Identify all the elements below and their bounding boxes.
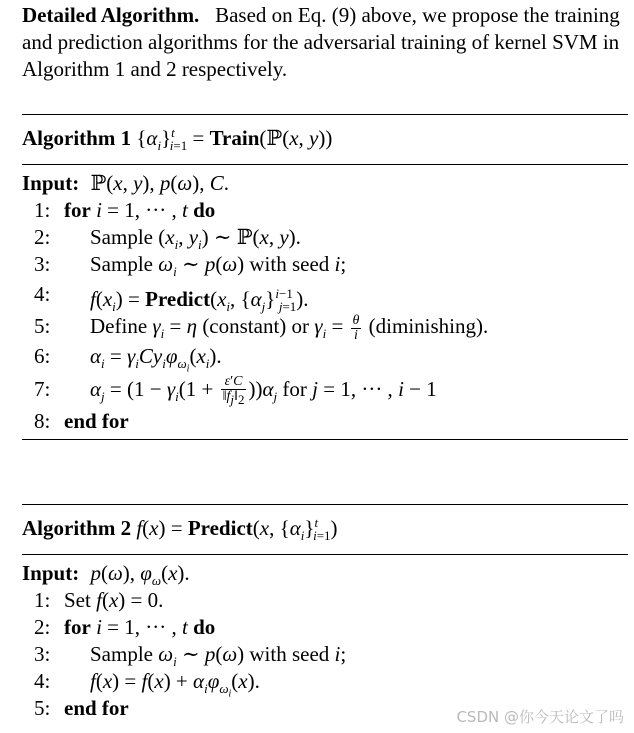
algorithm-2-line: 5: end for — [34, 696, 129, 721]
algorithm-1-line: 5: Define $\gamma_i = \eta$ (constant) or $\gamma_i$ = $\frac{\theta}{i}$ (diminishing). — [34, 312, 489, 343]
algorithm-1-line: 2: Sample ($x_i$, $y_i$) ∼ ℙ(x, y). — [34, 225, 301, 253]
algorithm-2-line: 4: $f(x) = f(x) + \alpha_i\varphi_{\omega_i}(x)$. — [34, 669, 260, 700]
algorithm-2-input-label: Input: — [22, 561, 80, 586]
algorithm-2 — [22, 504, 628, 722]
algorithm-1-line: 8: end for — [34, 409, 129, 434]
intro-paragraph — [22, 2, 626, 83]
algorithm-2-input-math: p(ω), $\varphi_\omega(x)$. — [90, 561, 190, 589]
algorithm-1-line: 6: $\alpha_i = \gamma_iCy_i\varphi_{\omega_i}(x_i)$. — [34, 344, 222, 375]
algorithm-2-line: 2: for i = 1, ··· , t do — [34, 615, 216, 640]
algorithm-1-input-label: Input: — [22, 171, 80, 196]
algorithm-2-label: Algorithm 2 — [22, 516, 132, 540]
algorithm-1-line: 3: Sample $\omega_i$ ∼ p(ω) with seed i; — [34, 252, 347, 280]
algorithm-1-line: 4: $f(x_i)$ = $Predict(x_i$, $\{\alpha_j\}^{i-1}_{j=1}$). — [34, 282, 309, 315]
algorithm-1-label: Algorithm 1 — [22, 126, 132, 150]
algorithm-1-title — [22, 115, 628, 164]
intro-text: Based on Eq. (9) above, we propose the training and prediction algorithms for the adversarial training of kernel SVM in Algorithm 1 and 2 respectively. — [22, 3, 620, 81]
algorithm-2-line: 3: Sample $\omega_i$ ∼ p(ω) with seed i; — [34, 642, 347, 670]
intro-heading: Detailed Algorithm. — [22, 3, 200, 27]
algorithm-2-input — [22, 559, 628, 587]
algorithm-1-line: 1: for i = 1, ··· , t do — [34, 198, 216, 223]
algorithm-1-input — [22, 169, 628, 197]
algorithm-1 — [22, 114, 628, 440]
watermark: CSDN @你今天论文了吗 — [456, 708, 624, 726]
algorithm-1-line: 7: $\alpha_j = (1 - \gamma_i(1$ + $\frac{\varepsilon'C}{‖f_j‖_2}$ ))$\alpha_j$ for j = 1, ··· , i − 1 — [34, 374, 437, 408]
algorithm-2-title — [22, 505, 628, 554]
algorithm-1-title-math: $\{\alpha_i\}^t_{i=1}$ = Train(ℙ(x, y)) — [136, 125, 333, 154]
algorithm-2-title-math: f(x) = Predict(x, $\{\alpha_i\}^t_{i=1}$) — [136, 515, 338, 544]
algorithm-1-input-math: ℙ(x, y), p(ω), C. — [90, 171, 229, 196]
algorithm-2-line: 1: Set f(x) = 0. — [34, 588, 164, 613]
